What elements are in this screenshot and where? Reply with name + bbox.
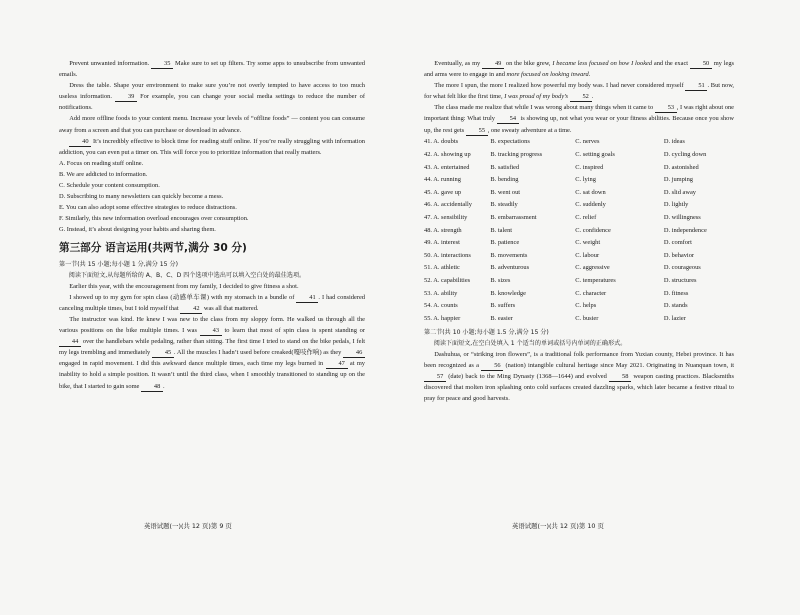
- paragraph-dress: Dress the table. Shape your environment to make sure you’re not overly tempted to have access to too much useless information. 39 For example, you can change your social media settings to reduce the number of notifications.: [59, 82, 366, 112]
- paragraph-add: Add more offline foods to your content menu. Increase your levels of “offline foods” — content you can consume away from a screen and that you can purchase or download in advance.: [59, 115, 365, 134]
- choice-option: C. inspired: [575, 163, 604, 171]
- choice-option: C. nerves: [575, 138, 600, 146]
- choice-option: 41. A. doubts: [424, 138, 459, 146]
- choice-option: 50. A. interactions: [424, 251, 471, 259]
- choice-row: [424, 173, 734, 186]
- blank-49: 49: [482, 59, 504, 69]
- choice-option: D. comfort: [663, 239, 692, 247]
- blank-50: 50: [690, 59, 712, 69]
- choice-row: [424, 199, 734, 212]
- blank-53: 53: [655, 103, 677, 113]
- blank-40: 40: [69, 137, 91, 147]
- choice-option: D. behavior: [663, 251, 695, 259]
- choice-option: 44. A. running: [424, 176, 461, 184]
- choice-option: B. adventurous: [490, 264, 530, 272]
- choice-row: [424, 262, 734, 275]
- choice-option: C. confidence: [575, 226, 611, 234]
- choice-option: 48. A. strength: [424, 226, 462, 234]
- choice-option: C. lying: [575, 176, 596, 184]
- paragraph-40: 40 It’s incredibly effective to block time for reading stuff online. If you’re really struggling with information addiction, you can even put a timer on. This will force you to prioritize information that really matters.: [59, 137, 365, 156]
- blank-41: 41: [296, 293, 318, 303]
- blank-43: 43: [200, 326, 222, 336]
- choice-option: 52. A. capabilities: [424, 276, 471, 284]
- choice-option: C. aggressive: [575, 264, 610, 272]
- choice-option: B. bending: [490, 176, 519, 184]
- blank-44: 44: [59, 337, 81, 347]
- paragraph-dashuhua: Dashuhua, or “striking iron flowers”, is a traditional folk performance from Yuxian county, Hebei province. It has been recognized as a 56 (nation) intangible cultural heritage since May 2021. Originating in Nuanquan town, it 57 (date) back to the Ming Dynasty (1368—1644) and evolved 58 weapon casting practices. Blacksmiths discovered that molten iron splashing onto cold surfaces created dazzling sparks, which later became a festive ritual to pray for peace and good harvests.: [424, 350, 734, 403]
- choice-row: [424, 136, 734, 149]
- choice-option: C. sat down: [575, 188, 606, 196]
- right-page-footer: 英语试题(一)(共 12 页)第 10 页: [512, 522, 604, 530]
- option-c: C. Schedule your content consumption.: [59, 182, 160, 190]
- choice-row: [424, 224, 734, 237]
- choice-row: [424, 287, 734, 300]
- right-column: [424, 58, 734, 404]
- choice-row: [424, 161, 734, 174]
- choice-row: [424, 236, 734, 249]
- choice-option: D. stands: [663, 302, 688, 310]
- choice-option: 47. A. sensibility: [424, 213, 468, 221]
- blank-58: 58: [609, 372, 631, 382]
- paragraph-prevent: Prevent unwanted information. 35 Make sure to set up filters. Try some apps to unsubscribe from unwanted emails.: [59, 60, 365, 79]
- option-f: F. Similarly, this new information overload encourages over consumption.: [59, 215, 249, 223]
- blank-51: 51: [685, 81, 707, 91]
- blank-56: 56: [481, 361, 503, 371]
- choice-row: [424, 148, 734, 161]
- choice-option: D. astonished: [663, 163, 699, 171]
- choice-option: B. went out: [490, 188, 521, 196]
- section-1-title: 第一节(共 15 小题;每小题 1 分,满分 15 分): [59, 260, 178, 268]
- option-g: G. Instead, it’s about designing your habits and sharing them.: [59, 226, 216, 234]
- section-2-title: 第二节(共 10 小题;每小题 1.5 分,满分 15 分): [424, 328, 549, 336]
- blank-47: 47: [326, 359, 348, 369]
- choice-option: D. courageous: [663, 264, 701, 272]
- choice-option: C. character: [575, 289, 607, 297]
- paragraph-showed: I showed up to my gym for spin class (动感单车课) with my stomach in a bundle of 41 . I had considered canceling multiple times, but I told myself that 42 was all that mattered.: [59, 293, 365, 312]
- paragraph-more: The more I spun, the more I realized how powerful my body was. I had never considered myself 51 . But now, for what felt like the first time, I was proud of my body’s 52 .: [424, 82, 734, 101]
- section-1-instructions: 阅读下面短文,从每题所给的 A、B、C、D 四个选项中选出可以填入空白处的最佳选项。: [68, 271, 306, 279]
- paragraph-instructor: The instructor was kind. He knew I was new to the class from my sloppy form. He walked us through all the various positions on the bike multiple times. I was 43 to learn that most of spin class is spent standing or 44 over the handlebars while pedaling, rather than sitting. The first time I tried to stand on the bike pedals, I felt my legs trembling and immediately 45 . All the muscles I hadn’t used before creaked(嘎吱作响) as they 46 engaged in rapid movement. I did this awkward dance multiple times, each time my legs burned in 47 at my inability to hold a simple position. It wasn’t until the third class, when I smoothly transitioned to standing up on the bike, that I started to gain some 48 .: [59, 315, 365, 390]
- choice-option: B. expectations: [490, 138, 530, 146]
- choice-option: C. helps: [575, 302, 597, 310]
- choice-option: B. satisfied: [490, 163, 520, 171]
- blank-35: 35: [151, 59, 173, 69]
- choice-option: 54. A. counts: [424, 302, 458, 310]
- choice-option: D. structures: [663, 276, 697, 284]
- choice-option: C. busier: [575, 314, 599, 322]
- choice-option: 46. A. accidentally: [424, 201, 472, 209]
- choice-option: B. talent: [490, 226, 513, 234]
- paragraph-earlier: Earlier this year, with the encouragement from my family, I decided to give fitness a shot.: [69, 282, 299, 290]
- blank-45: 45: [152, 348, 174, 358]
- blank-54: 54: [497, 114, 519, 124]
- blank-57: 57: [424, 372, 446, 382]
- paragraph-eventually: Eventually, as my 49 on the bike grew, I became less focused on how I looked and the exact 50 my legs and arms were to engage in and more focused on looking inward.: [424, 60, 734, 79]
- choice-row: [424, 249, 734, 262]
- choice-row: [424, 274, 734, 287]
- left-column: [59, 58, 365, 392]
- section-3-title: 第三部分 语言运用(共两节,满分 30 分): [59, 241, 247, 254]
- blank-48: 48: [141, 382, 163, 392]
- choice-option: D. fitness: [663, 289, 689, 297]
- choice-option: D. cycling down: [663, 151, 707, 158]
- choice-option: B. knowledge: [490, 289, 526, 297]
- choice-option: C. labour: [575, 251, 600, 259]
- choice-option: 43. A. entertained: [424, 163, 470, 171]
- choice-option: B. embarrassment: [490, 213, 537, 221]
- choice-option: C. weight: [575, 239, 601, 247]
- choice-row: [424, 312, 734, 325]
- choices-table: [424, 136, 734, 325]
- choice-option: D. ideas: [663, 138, 685, 146]
- choice-option: C. suddenly: [575, 201, 606, 209]
- option-b: B. We are addicted to information.: [59, 170, 148, 178]
- choice-option: D. lazier: [663, 314, 686, 322]
- choice-option: 42. A. showing up: [424, 151, 471, 158]
- option-d: D. Subscribing to many newsletters can quickly become a mess.: [59, 193, 224, 201]
- choice-option: D. lightly: [663, 201, 689, 209]
- section-2-instructions: 阅读下面短文,在空白处填入 1 个适当的单词或括号内单词的正确形式。: [433, 339, 627, 347]
- choice-option: B. suffers: [490, 302, 516, 310]
- choice-option: C. temperatures: [575, 276, 616, 284]
- choice-option: D. independence: [663, 226, 707, 234]
- left-page-footer: 英语试题(一)(共 12 页)第 9 页: [144, 522, 232, 530]
- choice-option: C. setting goals: [575, 151, 615, 158]
- option-e: E. You can also adopt some effective strategies to reduce distractions.: [59, 204, 237, 212]
- choice-option: D. willingness: [663, 213, 701, 221]
- choice-option: 53. A. ability: [424, 289, 458, 297]
- choice-option: B. steadily: [490, 201, 518, 209]
- choice-row: [424, 186, 734, 199]
- option-a: A. Focus on reading stuff online.: [59, 159, 144, 167]
- blank-55: 55: [466, 126, 488, 136]
- choice-option: B. tracking progress: [490, 151, 543, 158]
- choice-row: [424, 299, 734, 312]
- choice-option: 51. A. athletic: [424, 264, 460, 272]
- choice-option: B. movements: [490, 251, 528, 259]
- choice-option: B. easier: [490, 314, 513, 322]
- choice-option: B. sizes: [490, 276, 511, 284]
- choice-option: 45. A. gave up: [424, 188, 462, 196]
- blank-46: 46: [343, 348, 365, 358]
- choice-option: 49. A. interest: [424, 239, 460, 247]
- choice-option: C. relief: [575, 213, 597, 221]
- choice-option: 55. A. happier: [424, 314, 461, 322]
- blank-52: 52: [570, 92, 592, 102]
- blank-39: 39: [115, 92, 137, 102]
- choice-option: B. patience: [490, 239, 520, 247]
- choice-option: D. jumping: [663, 176, 693, 184]
- paragraph-class: The class made me realize that while I was wrong about many things when it came to 53 , I was right about one important thing: What truly 54 is showing up, not what you wear or your fitness abilities. Because once you show up, the rest gets 55 , one sweaty adventure at a time.: [424, 104, 734, 134]
- blank-42: 42: [180, 304, 202, 314]
- choice-row: [424, 211, 734, 224]
- choice-option: D. slid away: [663, 188, 696, 196]
